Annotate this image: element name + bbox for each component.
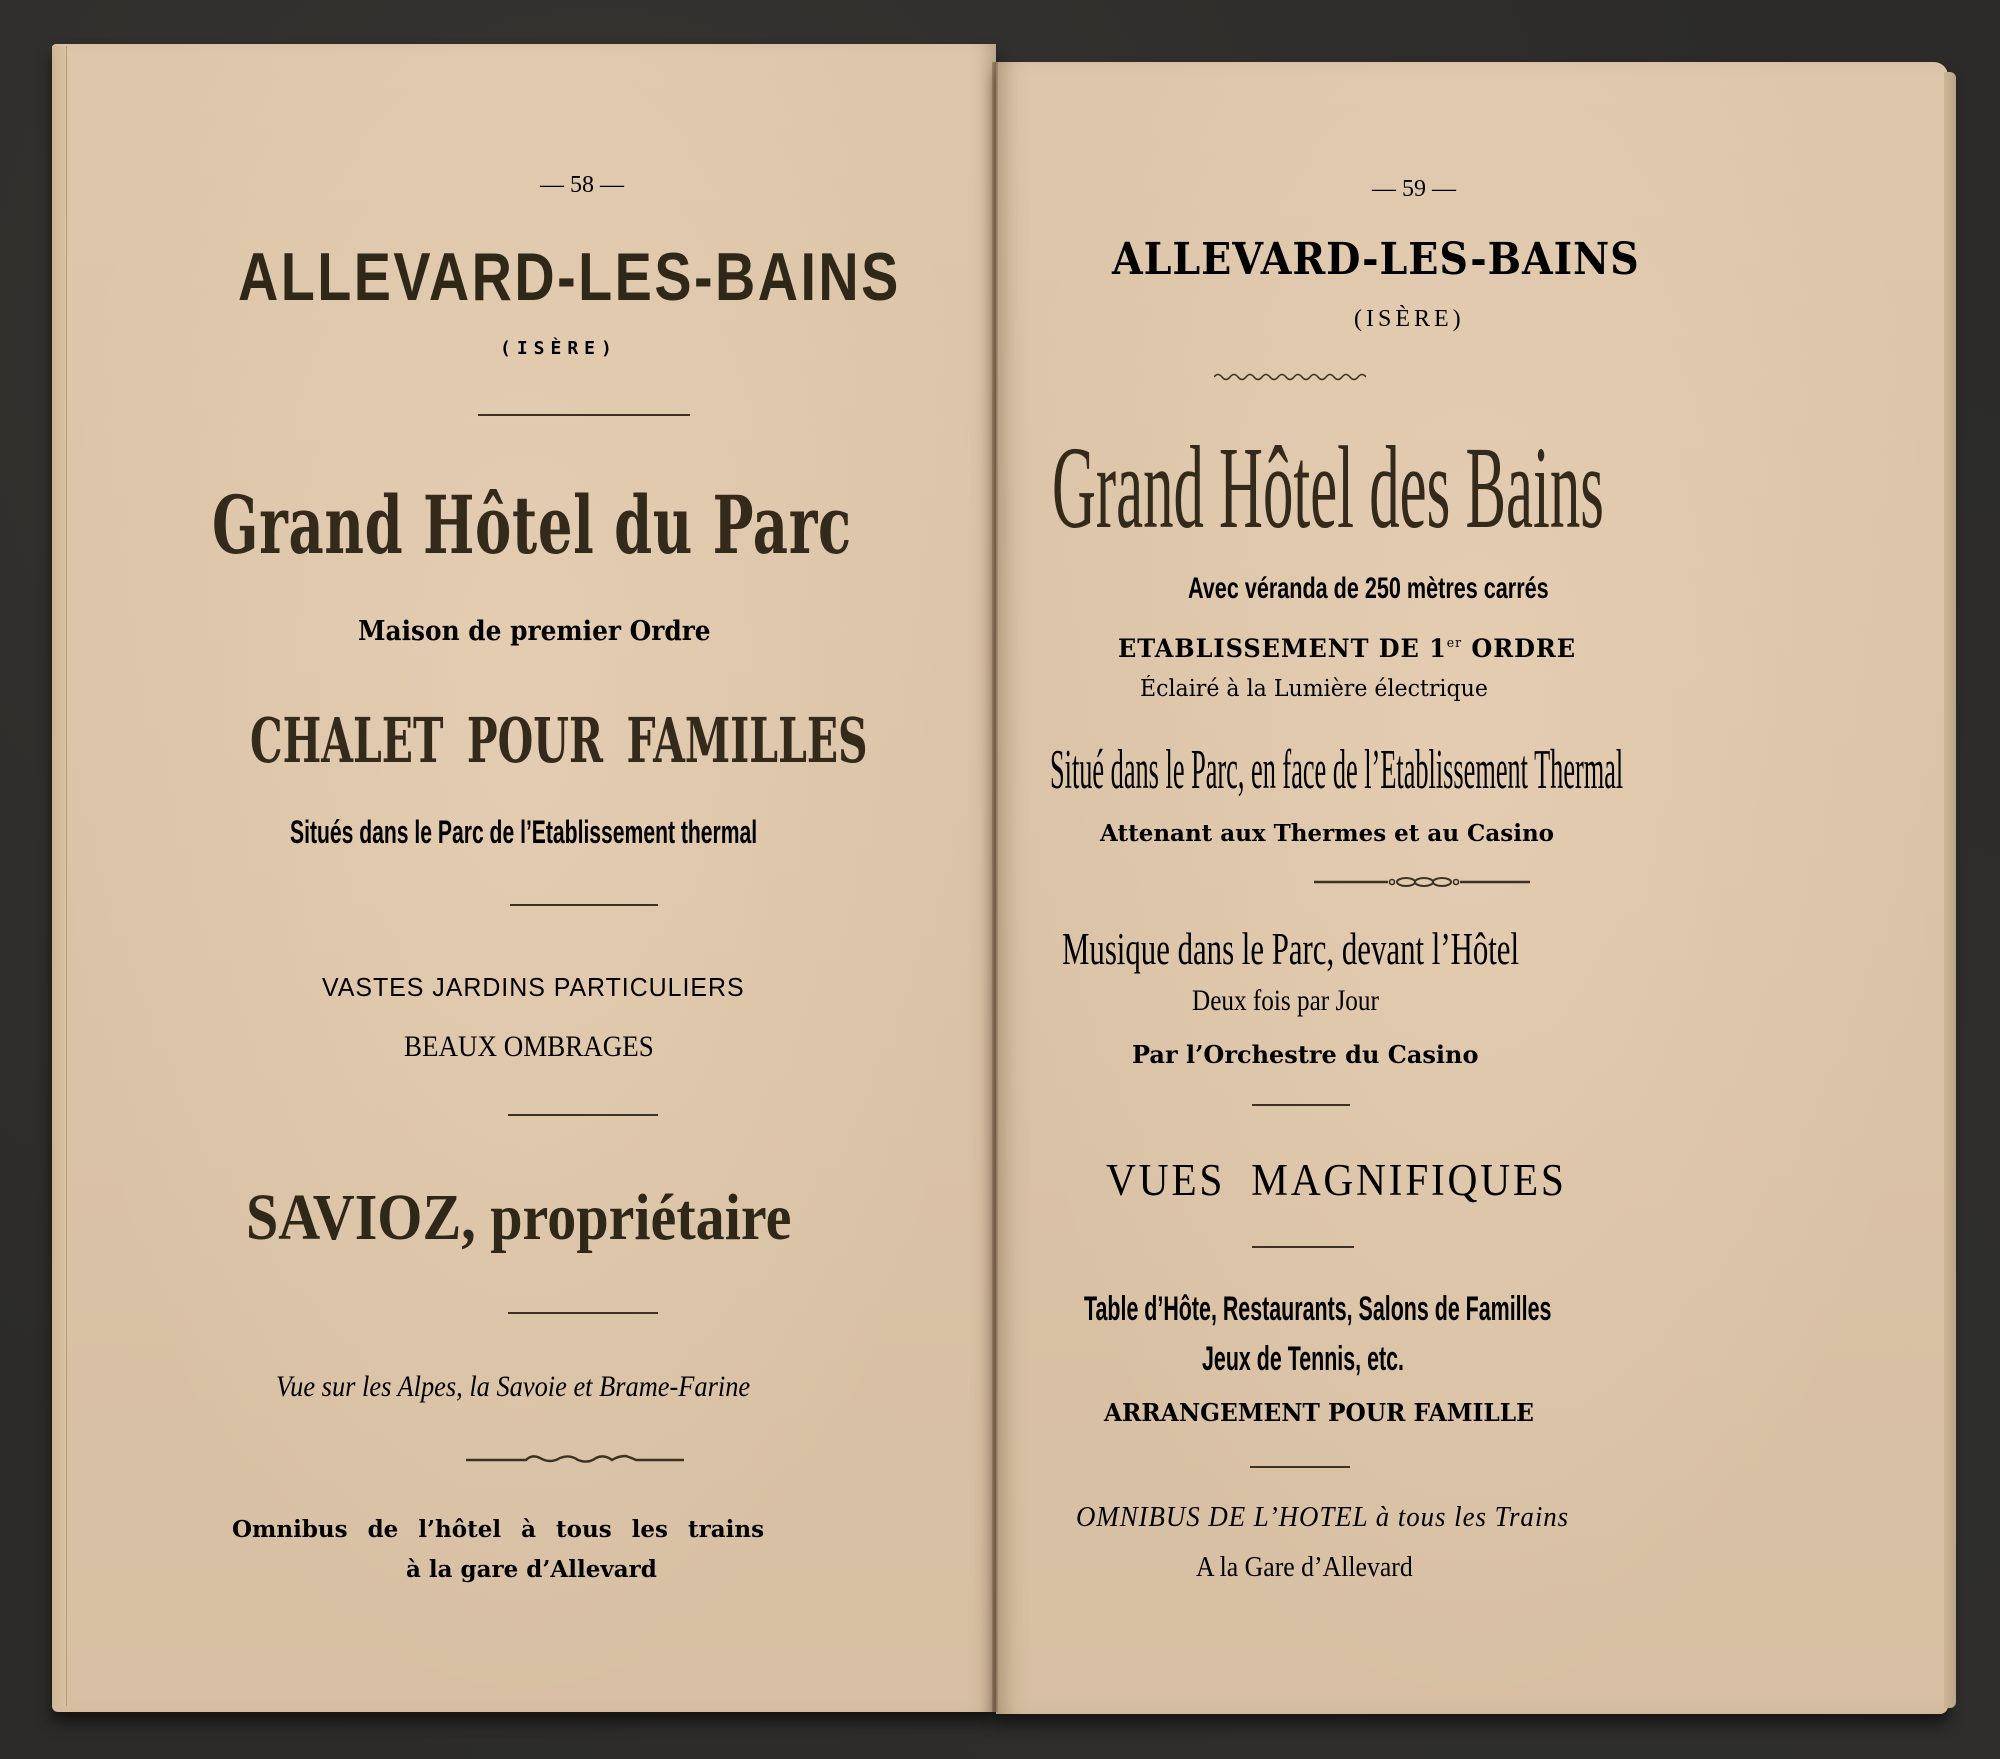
left-shade: BEAUX OMBRAGES bbox=[404, 1030, 654, 1063]
page-number-left: — 58 — bbox=[540, 172, 624, 198]
ornament-divider bbox=[1312, 874, 1532, 890]
right-orchestra: Par l’Orchestre du Casino bbox=[1132, 1040, 1479, 1069]
divider-rule bbox=[508, 1114, 658, 1116]
left-city-heading: ALLEVARD-LES-BAINS bbox=[238, 239, 901, 315]
right-hotel-name: Grand Hôtel des Bains bbox=[1052, 422, 1604, 553]
right-amenities-line1: Table d’Hôte, Restaurants, Salons de Familles bbox=[1084, 1290, 1552, 1328]
book-gutter bbox=[992, 62, 998, 1712]
establishment-ordinal: er bbox=[1446, 636, 1463, 651]
establishment-suffix: ORDRE bbox=[1462, 634, 1577, 663]
ornament-divider bbox=[464, 1448, 686, 1472]
right-adjacent: Attenant aux Thermes et au Casino bbox=[1100, 820, 1555, 847]
establishment-prefix: ETABLISSEMENT DE 1 bbox=[1118, 634, 1447, 663]
right-location: Situé dans le Parc, en face de l’Etablissement Thermal bbox=[1050, 739, 1624, 801]
left-location: Situés dans le Parc de l’Etablissement thermal bbox=[290, 814, 758, 850]
right-city-heading: ALLEVARD-LES-BAINS bbox=[1112, 234, 1640, 285]
left-owner: SAVIOZ, propriétaire bbox=[246, 1181, 792, 1254]
right-views: VUES MAGNIFIQUES bbox=[1106, 1155, 1567, 1205]
right-family-arrangement: ARRANGEMENT POUR FAMILLE bbox=[1104, 1398, 1534, 1427]
right-omnibus-line2: A la Gare d’Allevard bbox=[1196, 1552, 1413, 1583]
right-amenities-line2: Jeux de Tennis, etc. bbox=[1202, 1340, 1404, 1378]
right-department: (ISÈRE) bbox=[1354, 306, 1465, 332]
right-page-edge bbox=[1944, 72, 1956, 1708]
right-omnibus-line1: OMNIBUS DE L’HOTEL à tous les Trains bbox=[1076, 1502, 1570, 1533]
wavy-divider bbox=[1214, 370, 1366, 384]
left-gardens: VASTES JARDINS PARTICULIERS bbox=[322, 972, 745, 1002]
right-music-frequency: Deux fois par Jour bbox=[1192, 984, 1379, 1017]
divider-rule bbox=[508, 1312, 658, 1314]
left-view: Vue sur les Alpes, la Savoie et Brame-Farine bbox=[276, 1370, 751, 1403]
right-veranda: Avec véranda de 250 mètres carrés bbox=[1188, 572, 1549, 605]
divider-rule bbox=[510, 904, 658, 906]
page-number-right: — 59 — bbox=[1372, 176, 1456, 202]
left-department: (ISÈRE) bbox=[500, 338, 618, 359]
left-hotel-name: Grand Hôtel du Parc bbox=[212, 478, 852, 572]
divider-rule bbox=[1250, 1466, 1350, 1468]
left-page-edge bbox=[52, 46, 67, 1706]
right-lighting: Éclairé à la Lumière électrique bbox=[1140, 676, 1488, 702]
left-omnibus-line2: à la gare d’Allevard bbox=[406, 1556, 657, 1583]
left-chalet-heading: CHALET POUR FAMILLES bbox=[250, 704, 868, 777]
divider-rule bbox=[1252, 1104, 1350, 1106]
right-establishment bbox=[1118, 634, 1576, 663]
right-music: Musique dans le Parc, devant l’Hôtel bbox=[1062, 923, 1520, 974]
divider-rule bbox=[1252, 1246, 1354, 1248]
left-omnibus-line1: Omnibus de l’hôtel à tous les trains bbox=[232, 1516, 765, 1543]
divider-rule bbox=[478, 414, 690, 416]
left-tagline: Maison de premier Ordre bbox=[358, 616, 711, 647]
